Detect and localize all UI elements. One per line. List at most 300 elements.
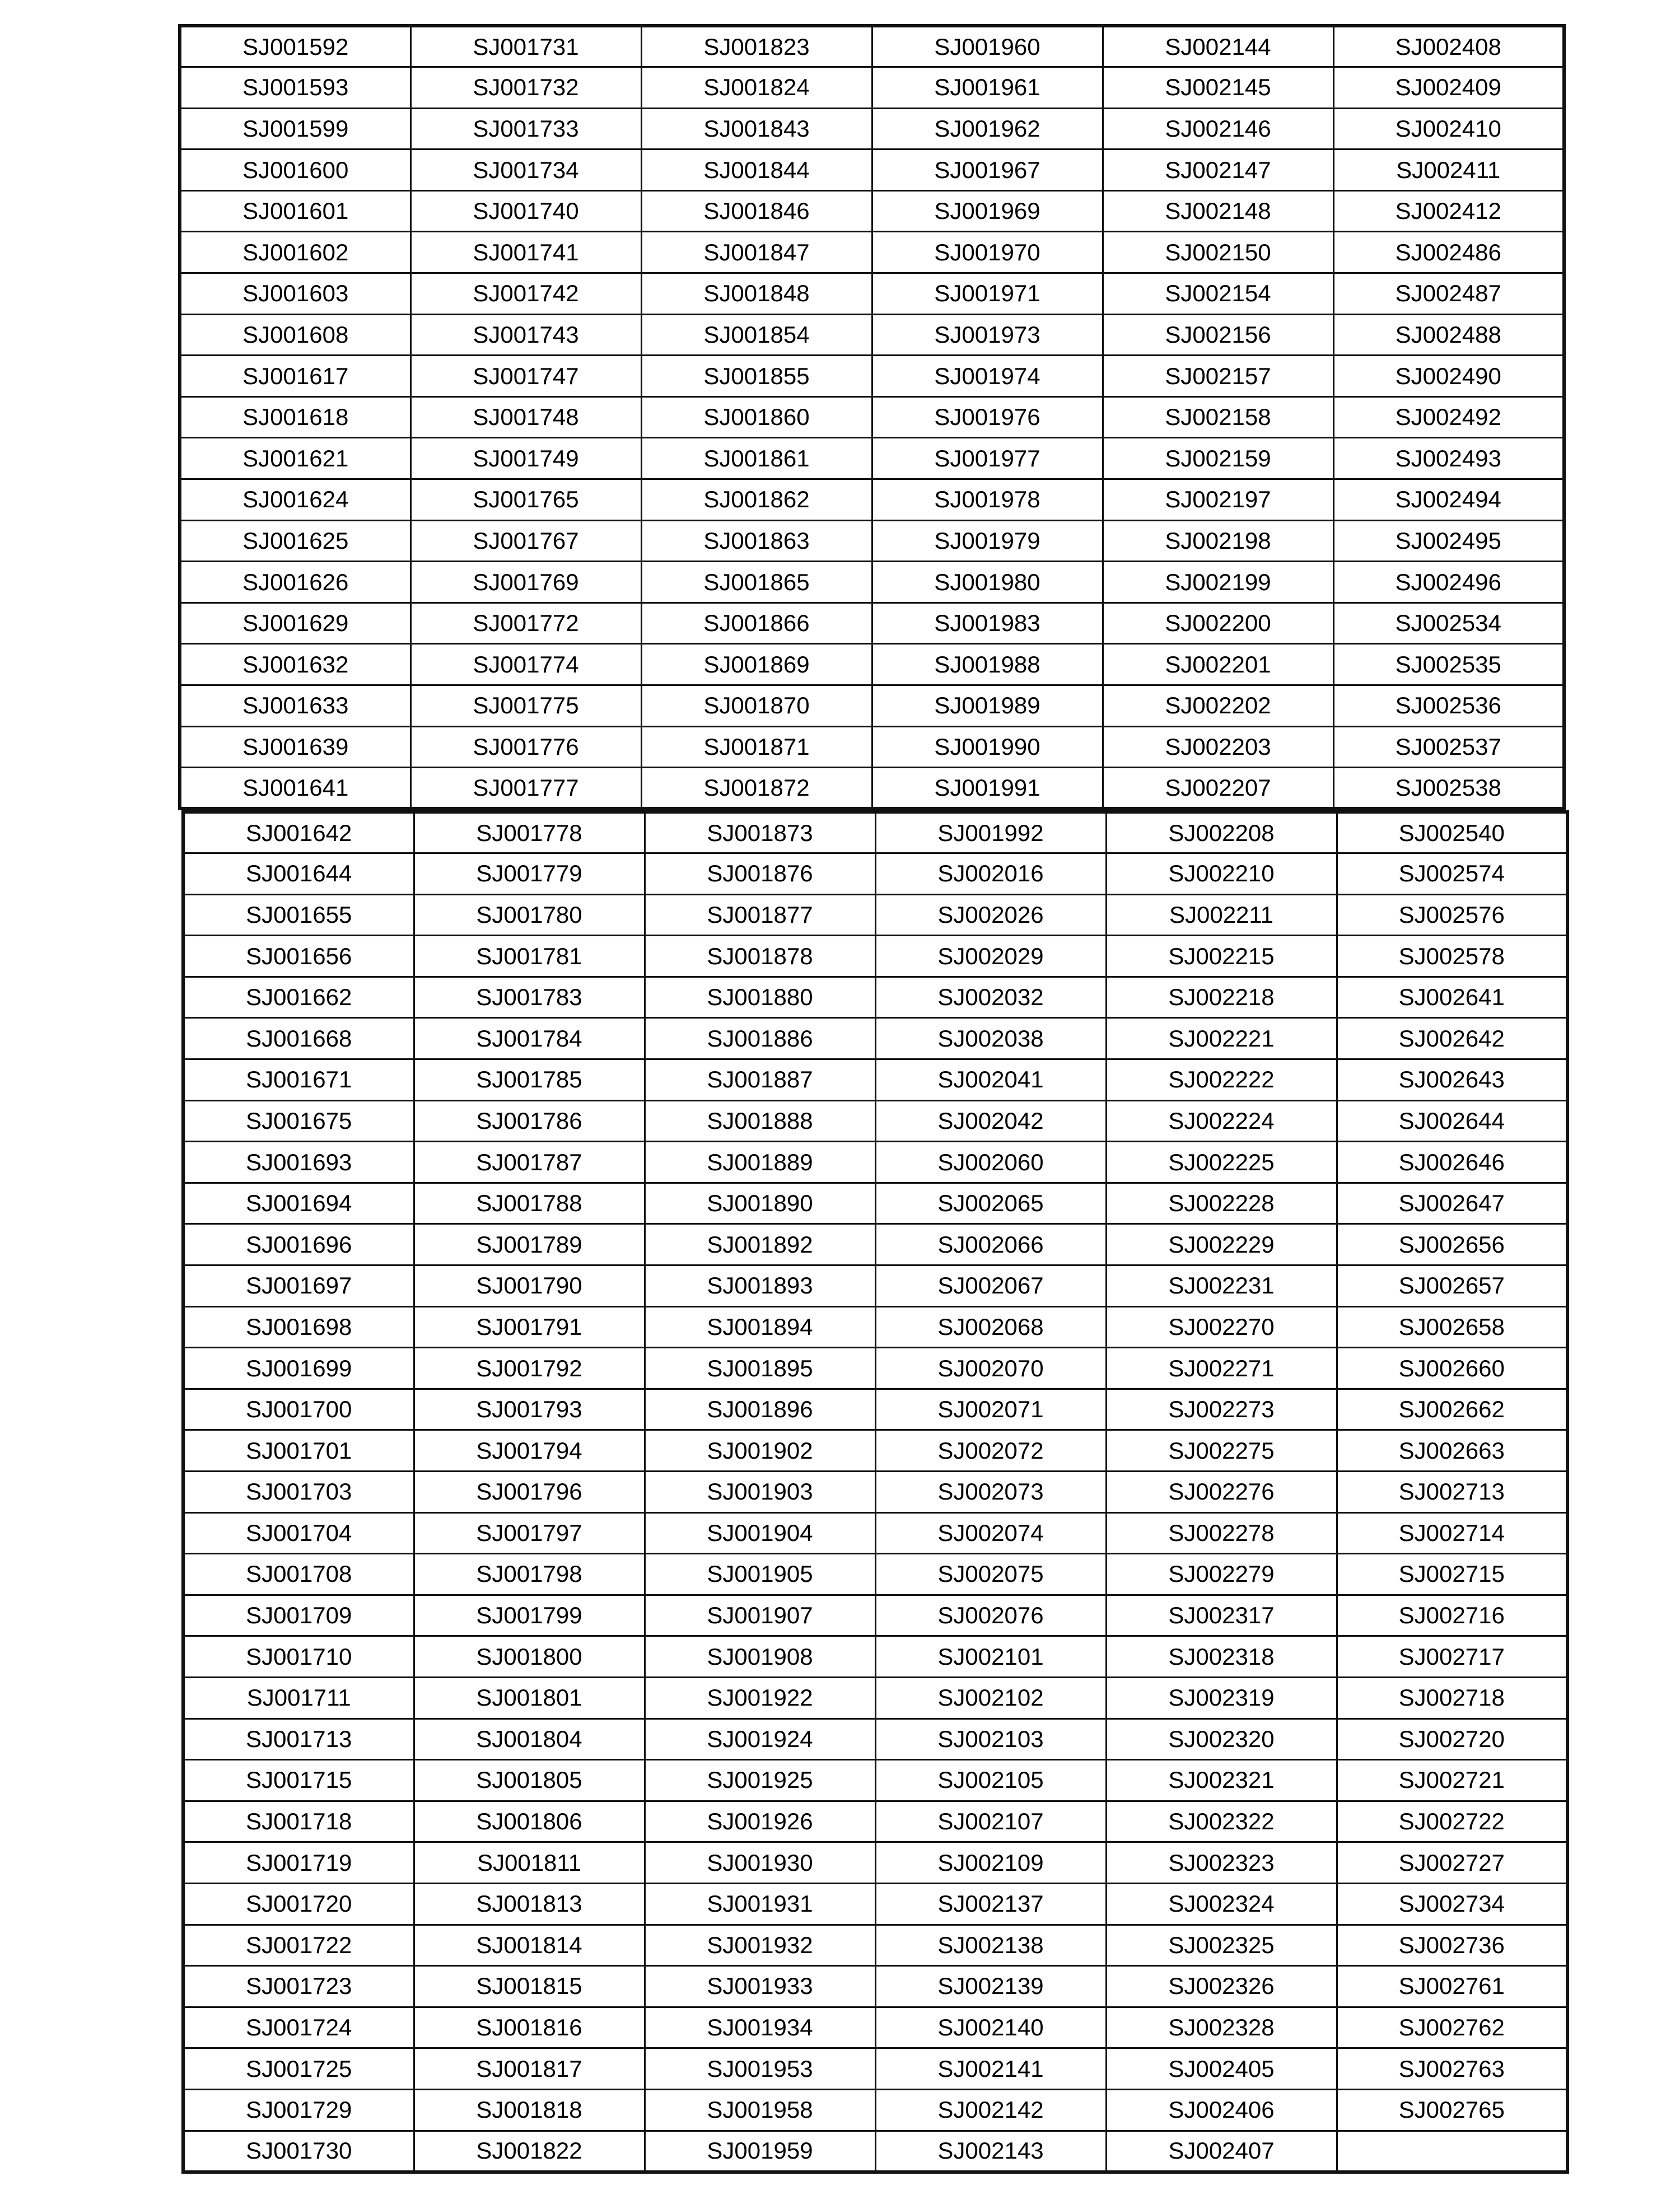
table-row bbox=[180, 768, 1564, 809]
table-cell: SJ002643 bbox=[1337, 1059, 1567, 1101]
table-cell: SJ002075 bbox=[875, 1554, 1106, 1595]
table-cell: SJ001969 bbox=[872, 190, 1103, 232]
table-cell: SJ002041 bbox=[875, 1059, 1106, 1101]
table-cell: SJ001860 bbox=[641, 396, 872, 438]
table-cell: SJ001793 bbox=[414, 1389, 645, 1430]
table-cell: SJ001642 bbox=[183, 812, 414, 853]
table-cell: SJ001639 bbox=[180, 726, 410, 768]
table-cell: SJ001977 bbox=[872, 438, 1103, 479]
table-row bbox=[180, 67, 1564, 109]
table-cell: SJ001698 bbox=[183, 1306, 414, 1348]
table-cell: SJ002406 bbox=[1106, 2089, 1337, 2131]
table-cell: SJ001743 bbox=[410, 314, 641, 356]
table-cell: SJ001601 bbox=[180, 190, 410, 232]
table-cell: SJ001644 bbox=[183, 853, 414, 895]
table-cell: SJ001710 bbox=[183, 1636, 414, 1678]
table-row bbox=[180, 150, 1564, 191]
table-cell: SJ001822 bbox=[414, 2131, 645, 2172]
table-row bbox=[183, 1966, 1567, 2007]
table-row bbox=[183, 1760, 1567, 1801]
table-cell: SJ001732 bbox=[410, 67, 641, 109]
table-cell: SJ001958 bbox=[645, 2089, 875, 2131]
table-cell: SJ002076 bbox=[875, 1595, 1106, 1636]
table-cell: SJ002718 bbox=[1337, 1677, 1567, 1718]
table-cell: SJ002412 bbox=[1333, 190, 1564, 232]
table-cell: SJ002231 bbox=[1106, 1265, 1337, 1307]
table-cell: SJ001904 bbox=[645, 1512, 875, 1554]
table-cell: SJ001626 bbox=[180, 562, 410, 603]
table-cell: SJ002157 bbox=[1103, 356, 1333, 397]
table-cell: SJ002574 bbox=[1337, 853, 1567, 895]
table-cell: SJ002646 bbox=[1337, 1142, 1567, 1183]
table-cell: SJ001818 bbox=[414, 2089, 645, 2131]
table-cell: SJ002641 bbox=[1337, 977, 1567, 1018]
table-cell: SJ002318 bbox=[1106, 1636, 1337, 1678]
table-cell: SJ002224 bbox=[1106, 1100, 1337, 1142]
table-cell: SJ002663 bbox=[1337, 1430, 1567, 1472]
table-cell: SJ001934 bbox=[645, 2007, 875, 2048]
table-row bbox=[180, 396, 1564, 438]
table-cell: SJ001907 bbox=[645, 1595, 875, 1636]
table-cell: SJ001617 bbox=[180, 356, 410, 397]
table-cell: SJ002537 bbox=[1333, 726, 1564, 768]
table-cell: SJ001871 bbox=[641, 726, 872, 768]
table-cell: SJ001903 bbox=[645, 1472, 875, 1513]
table-cell: SJ001846 bbox=[641, 190, 872, 232]
table-cell: SJ001723 bbox=[183, 1966, 414, 2007]
table-cell: SJ001926 bbox=[645, 1801, 875, 1842]
table-cell: SJ002660 bbox=[1337, 1348, 1567, 1389]
table-cell: SJ001776 bbox=[410, 726, 641, 768]
table-cell: SJ002647 bbox=[1337, 1183, 1567, 1224]
table-cell: SJ001924 bbox=[645, 1718, 875, 1760]
table-cell: SJ001791 bbox=[414, 1306, 645, 1348]
table-cell: SJ001983 bbox=[872, 603, 1103, 644]
table-cell: SJ001890 bbox=[645, 1183, 875, 1224]
table-row bbox=[180, 314, 1564, 356]
table-cell: SJ002727 bbox=[1337, 1842, 1567, 1884]
table-cell: SJ001593 bbox=[180, 67, 410, 109]
table-cell: SJ001893 bbox=[645, 1265, 875, 1307]
table-cell: SJ002042 bbox=[875, 1100, 1106, 1142]
table-cell: SJ002225 bbox=[1106, 1142, 1337, 1183]
table-cell: SJ001872 bbox=[641, 768, 872, 809]
table-cell: SJ002109 bbox=[875, 1842, 1106, 1884]
table-row bbox=[183, 1142, 1567, 1183]
table-cell: SJ001741 bbox=[410, 232, 641, 273]
table-cell: SJ001804 bbox=[414, 1718, 645, 1760]
table-cell: SJ001696 bbox=[183, 1224, 414, 1265]
table-cell: SJ002071 bbox=[875, 1389, 1106, 1430]
table-row bbox=[183, 1842, 1567, 1884]
table-cell: SJ001668 bbox=[183, 1018, 414, 1059]
table-cell: SJ001962 bbox=[872, 108, 1103, 150]
table-cell: SJ002538 bbox=[1333, 768, 1564, 809]
table-cell: SJ001817 bbox=[414, 2048, 645, 2090]
table-cell: SJ001655 bbox=[183, 894, 414, 936]
table-cell: SJ001925 bbox=[645, 1760, 875, 1801]
table-cell: SJ001711 bbox=[183, 1677, 414, 1718]
table-cell: SJ001700 bbox=[183, 1389, 414, 1430]
table-cell: SJ002644 bbox=[1337, 1100, 1567, 1142]
table-row bbox=[180, 479, 1564, 521]
table-cell: SJ001863 bbox=[641, 520, 872, 562]
table-cell: SJ002662 bbox=[1337, 1389, 1567, 1430]
table-cell: SJ001992 bbox=[875, 812, 1106, 853]
table-cell: SJ002140 bbox=[875, 2007, 1106, 2048]
table-cell: SJ001749 bbox=[410, 438, 641, 479]
table-cell: SJ001731 bbox=[410, 26, 641, 67]
table-cell: SJ002657 bbox=[1337, 1265, 1567, 1307]
table-cell: SJ001960 bbox=[872, 26, 1103, 67]
table-cell: SJ001905 bbox=[645, 1554, 875, 1595]
table-cell: SJ001811 bbox=[414, 1842, 645, 1884]
table-cell: SJ002720 bbox=[1337, 1718, 1567, 1760]
table-cell: SJ001933 bbox=[645, 1966, 875, 2007]
table-cell: SJ001769 bbox=[410, 562, 641, 603]
table-cell: SJ002275 bbox=[1106, 1430, 1337, 1472]
table-cell: SJ002068 bbox=[875, 1306, 1106, 1348]
table-row bbox=[183, 1348, 1567, 1389]
table-row bbox=[183, 894, 1567, 936]
table-cell: SJ002200 bbox=[1103, 603, 1333, 644]
table-cell: SJ002202 bbox=[1103, 685, 1333, 727]
table-cell: SJ001774 bbox=[410, 644, 641, 685]
table-cell: SJ001748 bbox=[410, 396, 641, 438]
table-cell: SJ002713 bbox=[1337, 1472, 1567, 1513]
table-row bbox=[183, 1183, 1567, 1224]
table-row bbox=[180, 520, 1564, 562]
table-cell: SJ001775 bbox=[410, 685, 641, 727]
table-cell: SJ002215 bbox=[1106, 936, 1337, 977]
table-row bbox=[183, 1512, 1567, 1554]
table-cell: SJ001889 bbox=[645, 1142, 875, 1183]
table-cell: SJ001922 bbox=[645, 1677, 875, 1718]
table-cell: SJ002536 bbox=[1333, 685, 1564, 727]
table-row bbox=[183, 1389, 1567, 1430]
table-cell: SJ002222 bbox=[1106, 1059, 1337, 1101]
table-cell: SJ002325 bbox=[1106, 1925, 1337, 1966]
table-cell: SJ002026 bbox=[875, 894, 1106, 936]
table-cell: SJ001824 bbox=[641, 67, 872, 109]
table-cell: SJ001862 bbox=[641, 479, 872, 521]
table-cell: SJ001815 bbox=[414, 1966, 645, 2007]
table-cell: SJ002493 bbox=[1333, 438, 1564, 479]
table-cell: SJ002410 bbox=[1333, 108, 1564, 150]
table-cell: SJ001848 bbox=[641, 273, 872, 315]
table-cell: SJ001799 bbox=[414, 1595, 645, 1636]
table-cell: SJ001988 bbox=[872, 644, 1103, 685]
table-cell: SJ002322 bbox=[1106, 1801, 1337, 1842]
table-row bbox=[180, 603, 1564, 644]
table-cell: SJ002105 bbox=[875, 1760, 1106, 1801]
table-cell: SJ001796 bbox=[414, 1472, 645, 1513]
table-cell: SJ001708 bbox=[183, 1554, 414, 1595]
table-cell: SJ001778 bbox=[414, 812, 645, 853]
table-cell: SJ002203 bbox=[1103, 726, 1333, 768]
table-cell: SJ001865 bbox=[641, 562, 872, 603]
table-cell: SJ002065 bbox=[875, 1183, 1106, 1224]
table-cell: SJ001788 bbox=[414, 1183, 645, 1224]
table-cell: SJ001844 bbox=[641, 150, 872, 191]
code-table-bottom-body bbox=[183, 812, 1567, 2172]
table-cell: SJ001624 bbox=[180, 479, 410, 521]
table-cell: SJ002066 bbox=[875, 1224, 1106, 1265]
table-cell: SJ002211 bbox=[1106, 894, 1337, 936]
table-cell: SJ001747 bbox=[410, 356, 641, 397]
table-cell: SJ002073 bbox=[875, 1472, 1106, 1513]
table-cell: SJ001629 bbox=[180, 603, 410, 644]
table-cell: SJ001704 bbox=[183, 1512, 414, 1554]
table-cell: SJ001843 bbox=[641, 108, 872, 150]
table-cell: SJ001740 bbox=[410, 190, 641, 232]
table-cell: SJ001786 bbox=[414, 1100, 645, 1142]
table-row bbox=[183, 1595, 1567, 1636]
table-cell: SJ001823 bbox=[641, 26, 872, 67]
table-cell: SJ001794 bbox=[414, 1430, 645, 1472]
table-cell: SJ001742 bbox=[410, 273, 641, 315]
table-cell: SJ002488 bbox=[1333, 314, 1564, 356]
table-cell: SJ001894 bbox=[645, 1306, 875, 1348]
table-cell: SJ002409 bbox=[1333, 67, 1564, 109]
table-row bbox=[180, 26, 1564, 67]
table-cell: SJ002138 bbox=[875, 1925, 1106, 1966]
code-table-top bbox=[178, 24, 1566, 810]
table-cell: SJ001798 bbox=[414, 1554, 645, 1595]
table-cell: SJ002221 bbox=[1106, 1018, 1337, 1059]
table-cell: SJ002656 bbox=[1337, 1224, 1567, 1265]
table-cell: SJ002038 bbox=[875, 1018, 1106, 1059]
table-cell: SJ002201 bbox=[1103, 644, 1333, 685]
table-cell: SJ002324 bbox=[1106, 1883, 1337, 1925]
table-row bbox=[183, 1636, 1567, 1678]
table-cell: SJ002146 bbox=[1103, 108, 1333, 150]
table-cell: SJ002159 bbox=[1103, 438, 1333, 479]
table-cell: SJ002496 bbox=[1333, 562, 1564, 603]
table-row bbox=[180, 356, 1564, 397]
table-cell: SJ002715 bbox=[1337, 1554, 1567, 1595]
table-cell: SJ002326 bbox=[1106, 1966, 1337, 2007]
table-cell: SJ002734 bbox=[1337, 1883, 1567, 1925]
table-row bbox=[183, 936, 1567, 977]
table-cell: SJ002072 bbox=[875, 1430, 1106, 1472]
table-row bbox=[180, 190, 1564, 232]
table-cell: SJ001719 bbox=[183, 1842, 414, 1884]
table-cell: SJ001729 bbox=[183, 2089, 414, 2131]
table-row bbox=[180, 685, 1564, 727]
table-cell: SJ001734 bbox=[410, 150, 641, 191]
table-cell: SJ001790 bbox=[414, 1265, 645, 1307]
table-cell: SJ001870 bbox=[641, 685, 872, 727]
table-cell: SJ001715 bbox=[183, 1760, 414, 1801]
table-cell: SJ001602 bbox=[180, 232, 410, 273]
table-cell: SJ002156 bbox=[1103, 314, 1333, 356]
table-cell: SJ001733 bbox=[410, 108, 641, 150]
table-cell: SJ002714 bbox=[1337, 1512, 1567, 1554]
table-cell: SJ002198 bbox=[1103, 520, 1333, 562]
table-cell: SJ002642 bbox=[1337, 1018, 1567, 1059]
table-cell: SJ002228 bbox=[1106, 1183, 1337, 1224]
table-cell: SJ002102 bbox=[875, 1677, 1106, 1718]
table-cell: SJ002762 bbox=[1337, 2007, 1567, 2048]
table-cell: SJ002578 bbox=[1337, 936, 1567, 977]
table-cell: SJ002143 bbox=[875, 2131, 1106, 2172]
table-cell: SJ001932 bbox=[645, 1925, 875, 1966]
table-cell: SJ001847 bbox=[641, 232, 872, 273]
table-row bbox=[183, 1925, 1567, 1966]
table-cell: SJ002207 bbox=[1103, 768, 1333, 809]
table-cell: SJ001599 bbox=[180, 108, 410, 150]
table-cell: SJ002487 bbox=[1333, 273, 1564, 315]
table-cell: SJ002279 bbox=[1106, 1554, 1337, 1595]
table-cell: SJ001671 bbox=[183, 1059, 414, 1101]
table-cell: SJ001908 bbox=[645, 1636, 875, 1678]
table-cell: SJ001662 bbox=[183, 977, 414, 1018]
table-cell: SJ002278 bbox=[1106, 1512, 1337, 1554]
table-cell: SJ001777 bbox=[410, 768, 641, 809]
table-cell: SJ001792 bbox=[414, 1348, 645, 1389]
table-row bbox=[183, 853, 1567, 895]
table-cell: SJ001886 bbox=[645, 1018, 875, 1059]
table-cell: SJ001801 bbox=[414, 1677, 645, 1718]
table-cell: SJ001878 bbox=[645, 936, 875, 977]
table-row bbox=[183, 1801, 1567, 1842]
table-cell: SJ002761 bbox=[1337, 1966, 1567, 2007]
table-cell: SJ002137 bbox=[875, 1883, 1106, 1925]
table-row bbox=[183, 1100, 1567, 1142]
table-cell: SJ001697 bbox=[183, 1265, 414, 1307]
table-cell: SJ002276 bbox=[1106, 1472, 1337, 1513]
table-cell: SJ002197 bbox=[1103, 479, 1333, 521]
table-row bbox=[180, 108, 1564, 150]
table-cell: SJ001892 bbox=[645, 1224, 875, 1265]
table-cell: SJ001765 bbox=[410, 479, 641, 521]
table-cell: SJ001814 bbox=[414, 1925, 645, 1966]
table-cell: SJ002139 bbox=[875, 1966, 1106, 2007]
table-cell: SJ001866 bbox=[641, 603, 872, 644]
table-cell: SJ001703 bbox=[183, 1472, 414, 1513]
table-cell: SJ001978 bbox=[872, 479, 1103, 521]
table-cell: SJ002408 bbox=[1333, 26, 1564, 67]
table-cell: SJ002492 bbox=[1333, 396, 1564, 438]
table-cell: SJ001876 bbox=[645, 853, 875, 895]
table-row bbox=[183, 1018, 1567, 1059]
table-cell: SJ001603 bbox=[180, 273, 410, 315]
table-cell: SJ001855 bbox=[641, 356, 872, 397]
table-cell: SJ001772 bbox=[410, 603, 641, 644]
table-cell: SJ002029 bbox=[875, 936, 1106, 977]
table-cell: SJ002107 bbox=[875, 1801, 1106, 1842]
table-cell: SJ001816 bbox=[414, 2007, 645, 2048]
table-cell: SJ002210 bbox=[1106, 853, 1337, 895]
table-cell: SJ001902 bbox=[645, 1430, 875, 1472]
table-cell: SJ002208 bbox=[1106, 812, 1337, 853]
table-cell: SJ001989 bbox=[872, 685, 1103, 727]
table-cell: SJ002534 bbox=[1333, 603, 1564, 644]
table-cell: SJ001931 bbox=[645, 1883, 875, 1925]
table-cell: SJ001722 bbox=[183, 1925, 414, 1966]
table-cell: SJ001608 bbox=[180, 314, 410, 356]
table-cell: SJ002067 bbox=[875, 1265, 1106, 1307]
table-cell: SJ002016 bbox=[875, 853, 1106, 895]
table-cell: SJ001718 bbox=[183, 1801, 414, 1842]
table-cell: SJ001869 bbox=[641, 644, 872, 685]
table-cell: SJ002103 bbox=[875, 1718, 1106, 1760]
table-cell: SJ002229 bbox=[1106, 1224, 1337, 1265]
table-cell: SJ001896 bbox=[645, 1389, 875, 1430]
table-cell: SJ002074 bbox=[875, 1512, 1106, 1554]
table-row bbox=[183, 2048, 1567, 2090]
table-cell: SJ001888 bbox=[645, 1100, 875, 1142]
code-table-bottom bbox=[181, 810, 1569, 2174]
table-cell: SJ001725 bbox=[183, 2048, 414, 2090]
table-cell: SJ001980 bbox=[872, 562, 1103, 603]
table-cell: SJ001632 bbox=[180, 644, 410, 685]
table-cell: SJ001783 bbox=[414, 977, 645, 1018]
table-cell: SJ001780 bbox=[414, 894, 645, 936]
table-cell: SJ001709 bbox=[183, 1595, 414, 1636]
table-cell: SJ002495 bbox=[1333, 520, 1564, 562]
table-cell: SJ002147 bbox=[1103, 150, 1333, 191]
table-row bbox=[183, 2007, 1567, 2048]
table-row bbox=[183, 1430, 1567, 1472]
table-row bbox=[183, 1677, 1567, 1718]
table-cell: SJ001720 bbox=[183, 1883, 414, 1925]
table-row bbox=[183, 977, 1567, 1018]
table-cell: SJ001959 bbox=[645, 2131, 875, 2172]
table-cell: SJ001877 bbox=[645, 894, 875, 936]
table-row bbox=[183, 1306, 1567, 1348]
table-cell: SJ001970 bbox=[872, 232, 1103, 273]
table-cell: SJ002101 bbox=[875, 1636, 1106, 1678]
table-row bbox=[183, 1265, 1567, 1307]
table-cell: SJ002150 bbox=[1103, 232, 1333, 273]
table-cell: SJ001724 bbox=[183, 2007, 414, 2048]
table-cell: SJ002323 bbox=[1106, 1842, 1337, 1884]
table-row bbox=[183, 1224, 1567, 1265]
table-cell: SJ002319 bbox=[1106, 1677, 1337, 1718]
table-cell: SJ001781 bbox=[414, 936, 645, 977]
table-cell: SJ002145 bbox=[1103, 67, 1333, 109]
table-cell: SJ001854 bbox=[641, 314, 872, 356]
table-cell: SJ001699 bbox=[183, 1348, 414, 1389]
table-cell: SJ002321 bbox=[1106, 1760, 1337, 1801]
table-cell: SJ001779 bbox=[414, 853, 645, 895]
table-row bbox=[183, 1883, 1567, 1925]
table-cell: SJ002141 bbox=[875, 2048, 1106, 2090]
table-cell: SJ002142 bbox=[875, 2089, 1106, 2131]
table-cell: SJ002317 bbox=[1106, 1595, 1337, 1636]
table-row bbox=[183, 2089, 1567, 2131]
table-cell: SJ002540 bbox=[1337, 812, 1567, 853]
table-cell: SJ001979 bbox=[872, 520, 1103, 562]
table-cell: SJ001694 bbox=[183, 1183, 414, 1224]
table-cell: SJ001592 bbox=[180, 26, 410, 67]
table-cell: SJ002320 bbox=[1106, 1718, 1337, 1760]
table-cell: SJ002486 bbox=[1333, 232, 1564, 273]
table-cell: SJ001800 bbox=[414, 1636, 645, 1678]
table-cell: SJ001701 bbox=[183, 1430, 414, 1472]
table-cell: SJ001797 bbox=[414, 1512, 645, 1554]
table-cell: SJ001895 bbox=[645, 1348, 875, 1389]
table-cell: SJ002490 bbox=[1333, 356, 1564, 397]
table-cell: SJ002060 bbox=[875, 1142, 1106, 1183]
table-cell: SJ002736 bbox=[1337, 1925, 1567, 1966]
table-row bbox=[183, 1554, 1567, 1595]
table-cell: SJ001785 bbox=[414, 1059, 645, 1101]
table-row bbox=[180, 232, 1564, 273]
table-cell: SJ001789 bbox=[414, 1224, 645, 1265]
